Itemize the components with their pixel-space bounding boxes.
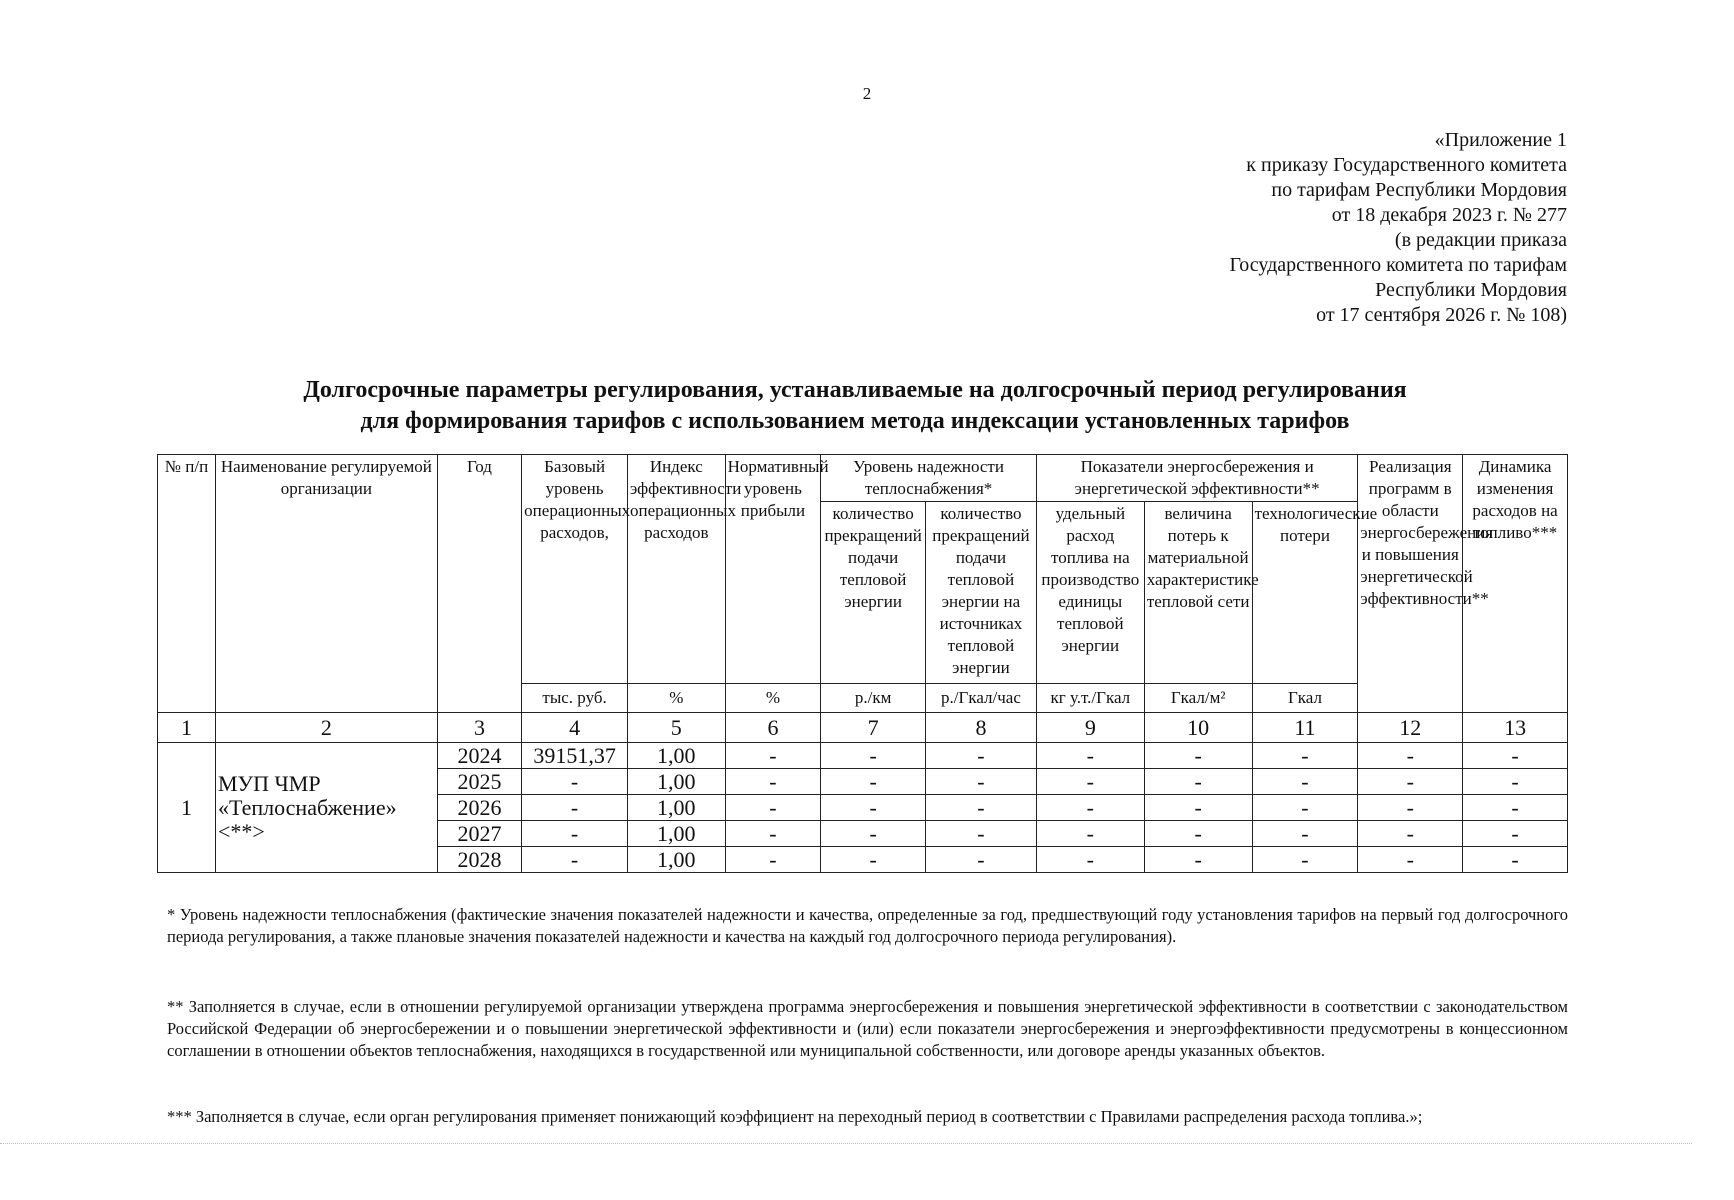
cell-energy-3: -	[1252, 743, 1358, 769]
column-number: 1	[158, 713, 216, 743]
appendix-line: «Приложение 1	[1434, 129, 1567, 151]
appendix-line: к приказу Государственного комитета	[1246, 154, 1567, 176]
cell-energy-2: -	[1144, 847, 1252, 873]
scan-dotted-line	[0, 1143, 1692, 1144]
cell-year: 2028	[437, 847, 521, 873]
row-number: 1	[158, 743, 216, 873]
cell-energy-2: -	[1144, 821, 1252, 847]
cell-profit-norm: -	[725, 795, 821, 821]
header-num: № п/п	[158, 455, 216, 713]
cell-base-level: -	[522, 821, 628, 847]
column-number: 10	[1144, 713, 1252, 743]
appendix-line: по тарифам Республики Мордовия	[1271, 179, 1567, 201]
unit-cell: Гкал	[1252, 684, 1358, 713]
cell-programs: -	[1358, 847, 1463, 873]
cell-efficiency-index: 1,00	[627, 769, 725, 795]
column-number: 13	[1463, 713, 1568, 743]
cell-base-level: -	[522, 847, 628, 873]
column-number: 12	[1358, 713, 1463, 743]
cell-profit-norm: -	[725, 847, 821, 873]
cell-energy-3: -	[1252, 821, 1358, 847]
cell-reliability-1: -	[821, 795, 926, 821]
unit-cell: %	[627, 684, 725, 713]
cell-reliability-1: -	[821, 847, 926, 873]
column-number: 6	[725, 713, 821, 743]
header-fuel-dynamics: Динамика изменения расходов на топливо***	[1463, 455, 1568, 713]
header-org: Наименование регулируемой организации	[215, 455, 437, 713]
cell-energy-3: -	[1252, 795, 1358, 821]
column-number: 9	[1036, 713, 1144, 743]
header-efficiency-index: Индекс эффективности операционных расходов	[627, 455, 725, 684]
cell-profit-norm: -	[725, 769, 821, 795]
header-energy-1: удельный расход топлива на производство единицы тепловой энергии	[1036, 502, 1144, 684]
cell-energy-1: -	[1036, 847, 1144, 873]
organization-line: <**>	[217, 818, 265, 844]
column-number: 8	[926, 713, 1037, 743]
cell-reliability-2: -	[926, 769, 1037, 795]
cell-reliability-1: -	[821, 769, 926, 795]
appendix-line: Республики Мордовия	[1375, 279, 1567, 301]
column-number: 4	[522, 713, 628, 743]
cell-energy-3: -	[1252, 769, 1358, 795]
cell-profit-norm: -	[725, 743, 821, 769]
footnote-energy-efficiency: ** Заполняется в случае, если в отношении регулируемой организации утверждена программа энергосбережения и повышения энергетической эффективности в соответствии с законодательством Российской Федерации об энергосбережении и о повышении энергетической эффективности и (или) если показатели энергосбережения и энергоэффективности предусмотрены в концессионном соглашении в отношении объектов теплоснабжения, находящихся в государственной или муниципальной собственности, или договоре аренды указанных объектов.	[167, 997, 1568, 1060]
organization-line: «Теплоснабжение»	[217, 794, 397, 820]
cell-energy-2: -	[1144, 795, 1252, 821]
organization-name	[215, 743, 437, 873]
cell-energy-3: -	[1252, 847, 1358, 873]
header-programs: Реализация программ в области энергосбережения и повышения энергетической эффективности**	[1358, 455, 1463, 713]
column-numbers-row	[158, 713, 1568, 743]
cell-energy-1: -	[1036, 743, 1144, 769]
cell-efficiency-index: 1,00	[627, 847, 725, 873]
column-number: 11	[1252, 713, 1358, 743]
header-reliability-1: количество прекращений подачи тепловой энергии	[821, 502, 926, 684]
appendix-reference	[1229, 128, 1567, 328]
unit-cell: кг у.т./Гкал	[1036, 684, 1144, 713]
cell-fuel-dynamics: -	[1463, 821, 1568, 847]
cell-programs: -	[1358, 821, 1463, 847]
cell-efficiency-index: 1,00	[627, 821, 725, 847]
unit-cell: тыс. руб.	[522, 684, 628, 713]
header-energy-2: величина потерь к материальной характеристике тепловой сети	[1144, 502, 1252, 684]
cell-efficiency-index: 1,00	[627, 743, 725, 769]
title-line-2: для формирования тарифов с использованием метода индексации установленных тарифов	[360, 408, 1350, 434]
cell-efficiency-index: 1,00	[627, 795, 725, 821]
unit-cell: Гкал/м²	[1144, 684, 1252, 713]
cell-reliability-2: -	[926, 847, 1037, 873]
cell-base-level: 39151,37	[522, 743, 628, 769]
cell-fuel-dynamics: -	[1463, 769, 1568, 795]
cell-base-level: -	[522, 795, 628, 821]
column-number: 5	[627, 713, 725, 743]
header-reliability-group: Уровень надежности теплоснабжения*	[821, 455, 1037, 502]
header-year: Год	[437, 455, 521, 713]
unit-cell: р./км	[821, 684, 926, 713]
cell-energy-2: -	[1144, 769, 1252, 795]
page-number: 2	[862, 84, 872, 103]
title-line-1: Долгосрочные параметры регулирования, устанавливаемые на долгосрочный период регулирования	[303, 377, 1407, 403]
appendix-line: от 18 декабря 2023 г. № 277	[1331, 204, 1567, 226]
cell-programs: -	[1358, 743, 1463, 769]
header-profit-norm: Нормативный уровень прибыли	[725, 455, 821, 684]
column-number: 3	[437, 713, 521, 743]
cell-reliability-1: -	[821, 743, 926, 769]
appendix-line: от 17 сентября 2026 г. № 108)	[1316, 304, 1567, 326]
cell-energy-1: -	[1036, 795, 1144, 821]
footnote-fuel: *** Заполняется в случае, если орган регулирования применяет понижающий коэффициент на переходный период в соответствии с Правилами распределения расхода топлива.»;	[167, 1107, 1423, 1126]
appendix-line: (в редакции приказа	[1394, 229, 1567, 251]
header-base-level: Базовый уровень операционных расходов,	[522, 455, 628, 684]
cell-fuel-dynamics: -	[1463, 795, 1568, 821]
cell-profit-norm: -	[725, 821, 821, 847]
cell-programs: -	[1358, 769, 1463, 795]
cell-programs: -	[1358, 795, 1463, 821]
cell-energy-1: -	[1036, 821, 1144, 847]
cell-reliability-1: -	[821, 821, 926, 847]
unit-cell: р./Гкал/час	[926, 684, 1037, 713]
unit-cell: %	[725, 684, 821, 713]
cell-energy-1: -	[1036, 769, 1144, 795]
cell-year: 2024	[437, 743, 521, 769]
header-row	[158, 455, 1568, 502]
header-energy-group: Показатели энергосбережения и энергетической эффективности**	[1036, 455, 1357, 502]
column-number: 2	[215, 713, 437, 743]
header-energy-3: технологические потери	[1252, 502, 1358, 684]
cell-year: 2025	[437, 769, 521, 795]
header-reliability-2: количество прекращений подачи тепловой энергии на источниках тепловой энергии	[926, 502, 1037, 684]
footnote-reliability: * Уровень надежности теплоснабжения (фактические значения показателей надежности и качества, определенные за год, предшествующий году установления тарифов на первый год долгосрочного периода регулирования, а также плановые значения показателей надежности и качества на каждый год долгосрочного периода регулирования).	[167, 905, 1568, 946]
column-number: 7	[821, 713, 926, 743]
appendix-line: Государственного комитета по тарифам	[1229, 254, 1567, 276]
cell-base-level: -	[522, 769, 628, 795]
cell-fuel-dynamics: -	[1463, 847, 1568, 873]
cell-fuel-dynamics: -	[1463, 743, 1568, 769]
cell-year: 2027	[437, 821, 521, 847]
organization-line: МУП ЧМР	[217, 770, 321, 796]
cell-reliability-2: -	[926, 821, 1037, 847]
cell-reliability-2: -	[926, 795, 1037, 821]
cell-energy-2: -	[1144, 743, 1252, 769]
cell-reliability-2: -	[926, 743, 1037, 769]
table-row	[158, 743, 1568, 769]
document-title	[150, 375, 1560, 437]
parameters-table	[157, 454, 1568, 873]
cell-year: 2026	[437, 795, 521, 821]
